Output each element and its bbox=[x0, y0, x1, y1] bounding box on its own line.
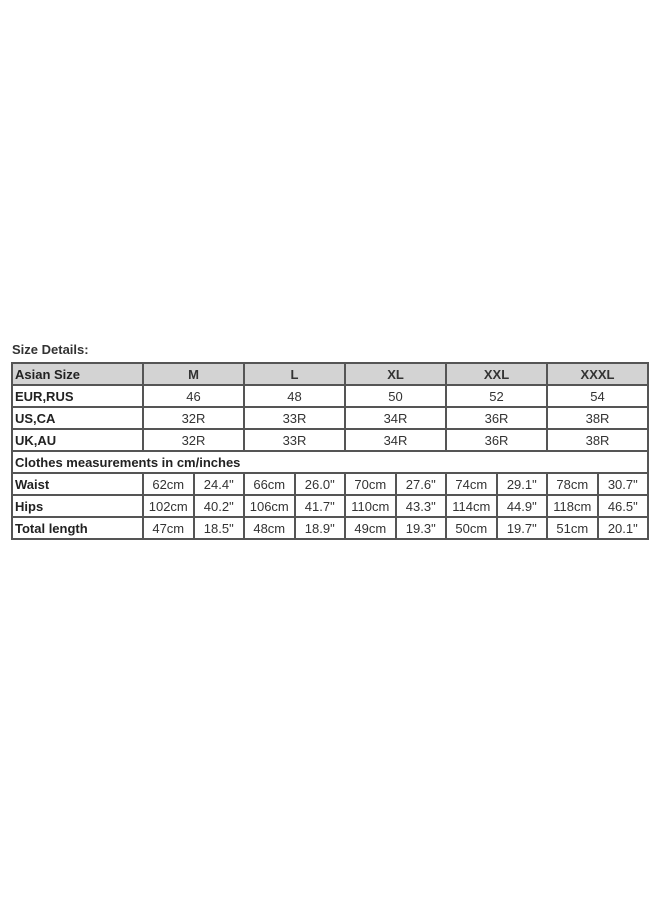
table-cell: 26.0" bbox=[295, 473, 346, 495]
table-cell: 36R bbox=[446, 429, 547, 451]
table-cell: 114cm bbox=[446, 495, 497, 517]
table-cell: 46 bbox=[143, 385, 244, 407]
table-cell: 38R bbox=[547, 407, 648, 429]
table-cell: 36R bbox=[446, 407, 547, 429]
row-label: EUR,RUS bbox=[12, 385, 143, 407]
table-cell: 50 bbox=[345, 385, 446, 407]
table-cell: 20.1" bbox=[598, 517, 649, 539]
row-label: Total length bbox=[12, 517, 143, 539]
table-cell: 54 bbox=[547, 385, 648, 407]
table-cell: 33R bbox=[244, 429, 345, 451]
size-chart-table bbox=[11, 362, 649, 540]
table-cell: 32R bbox=[143, 429, 244, 451]
table-row-uk-au bbox=[12, 429, 648, 451]
table-cell: 34R bbox=[345, 429, 446, 451]
table-cell: 74cm bbox=[446, 473, 497, 495]
measurements-heading: Clothes measurements in cm/inches bbox=[12, 451, 648, 473]
asian-size-label: Asian Size bbox=[12, 363, 143, 385]
table-cell: 102cm bbox=[143, 495, 194, 517]
table-cell: 30.7" bbox=[598, 473, 649, 495]
size-details-title: Size Details: bbox=[12, 342, 89, 357]
table-cell: 50cm bbox=[446, 517, 497, 539]
table-cell: 34R bbox=[345, 407, 446, 429]
table-cell: 27.6" bbox=[396, 473, 447, 495]
table-cell: 38R bbox=[547, 429, 648, 451]
size-header-xxxl: XXXL bbox=[547, 363, 648, 385]
table-cell: 29.1" bbox=[497, 473, 548, 495]
table-cell: 48cm bbox=[244, 517, 295, 539]
table-cell: 24.4" bbox=[194, 473, 245, 495]
table-cell: 43.3" bbox=[396, 495, 447, 517]
table-cell: 51cm bbox=[547, 517, 598, 539]
size-header-xxl: XXL bbox=[446, 363, 547, 385]
size-header-xl: XL bbox=[345, 363, 446, 385]
table-row-eur-rus bbox=[12, 385, 648, 407]
table-cell: 106cm bbox=[244, 495, 295, 517]
table-row-total-length bbox=[12, 517, 648, 539]
size-header-l: L bbox=[244, 363, 345, 385]
table-cell: 41.7" bbox=[295, 495, 346, 517]
table-cell: 40.2" bbox=[194, 495, 245, 517]
table-row-waist bbox=[12, 473, 648, 495]
table-cell: 19.3" bbox=[396, 517, 447, 539]
table-cell: 19.7" bbox=[497, 517, 548, 539]
table-cell: 32R bbox=[143, 407, 244, 429]
table-cell: 46.5" bbox=[598, 495, 649, 517]
table-row-us-ca bbox=[12, 407, 648, 429]
measurements-heading-row bbox=[12, 451, 648, 473]
table-cell: 48 bbox=[244, 385, 345, 407]
table-cell: 18.5" bbox=[194, 517, 245, 539]
table-cell: 78cm bbox=[547, 473, 598, 495]
row-label: Hips bbox=[12, 495, 143, 517]
row-label: UK,AU bbox=[12, 429, 143, 451]
table-cell: 52 bbox=[446, 385, 547, 407]
table-cell: 118cm bbox=[547, 495, 598, 517]
table-cell: 49cm bbox=[345, 517, 396, 539]
table-row-hips bbox=[12, 495, 648, 517]
row-label: Waist bbox=[12, 473, 143, 495]
table-cell: 33R bbox=[244, 407, 345, 429]
table-cell: 70cm bbox=[345, 473, 396, 495]
table-cell: 110cm bbox=[345, 495, 396, 517]
size-header-m: M bbox=[143, 363, 244, 385]
table-cell: 62cm bbox=[143, 473, 194, 495]
table-header-row bbox=[12, 363, 648, 385]
row-label: US,CA bbox=[12, 407, 143, 429]
table-cell: 18.9" bbox=[295, 517, 346, 539]
table-cell: 66cm bbox=[244, 473, 295, 495]
table-cell: 47cm bbox=[143, 517, 194, 539]
table-cell: 44.9" bbox=[497, 495, 548, 517]
